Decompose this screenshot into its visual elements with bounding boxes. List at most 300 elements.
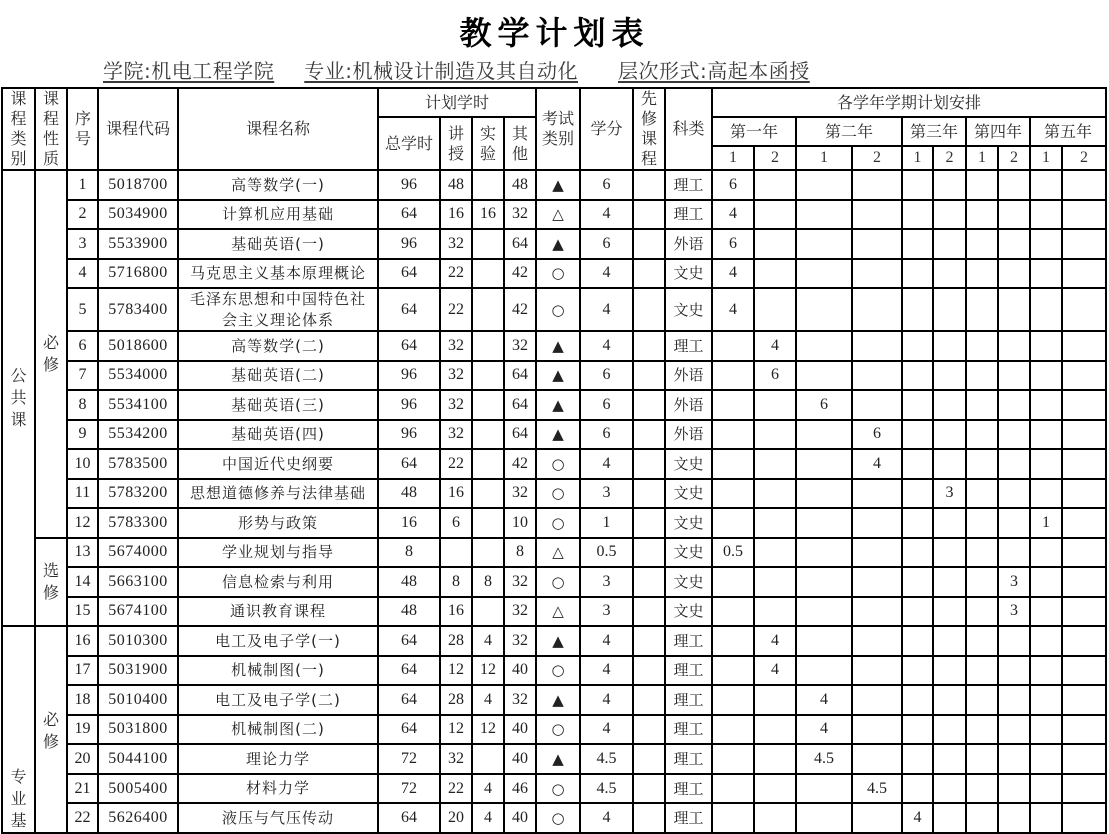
cell-exam: ▲: [536, 626, 580, 656]
cell-schedule-y3-s2: [933, 567, 966, 597]
cell-credits: 4: [580, 656, 633, 686]
cell-seq: 5: [67, 288, 98, 331]
cell-other: 42: [504, 449, 536, 479]
cell-schedule-y1-s1: [712, 508, 754, 538]
cell-schedule-y2-s1: 6: [796, 390, 852, 420]
cell-schedule-y5-s2: [1062, 626, 1106, 656]
course-row: [2, 390, 1106, 420]
cell-schedule-y5-s2: [1062, 508, 1106, 538]
cell-subject: 外语: [665, 390, 712, 420]
cell-schedule-y5-s2: [1062, 538, 1106, 568]
cell-schedule-y5-s1: [1030, 229, 1062, 259]
cell-schedule-y2-s2: [852, 597, 902, 627]
cell-seq: 8: [67, 390, 98, 420]
course-row: [2, 685, 1106, 715]
cell-schedule-y4-s2: [998, 170, 1030, 200]
cell-schedule-y4-s1: [966, 685, 998, 715]
cell-credits: 4: [580, 715, 633, 745]
cell-schedule-y3-s2: [933, 626, 966, 656]
cell-lecture: 22: [440, 449, 472, 479]
cell-schedule-y1-s2: [754, 479, 796, 509]
cell-exam: ▲: [536, 229, 580, 259]
cell-subject: 外语: [665, 420, 712, 450]
course-row: [2, 803, 1106, 833]
cell-total: 64: [378, 288, 440, 331]
cell-schedule-y4-s1: [966, 390, 998, 420]
cell-schedule-y4-s1: [966, 200, 998, 230]
cell-schedule-y1-s2: [754, 774, 796, 804]
cell-other: 32: [504, 200, 536, 230]
cell-lab: [472, 508, 504, 538]
cell-schedule-y2-s1: [796, 508, 852, 538]
cell-schedule-y1-s1: [712, 420, 754, 450]
cell-code: 5783400: [98, 288, 178, 331]
cell-schedule-y3-s2: [933, 715, 966, 745]
header-year-3: 第三年: [902, 117, 966, 146]
cell-schedule-y1-s1: [712, 715, 754, 745]
header-y5-semester-1: 1: [1030, 146, 1062, 170]
cell-schedule-y4-s2: [998, 390, 1030, 420]
cell-schedule-y5-s2: [1062, 774, 1106, 804]
cell-total: 96: [378, 390, 440, 420]
cell-schedule-y3-s2: [933, 685, 966, 715]
cell-schedule-y5-s2: [1062, 259, 1106, 289]
course-nature-cell: 必修: [35, 170, 67, 538]
cell-schedule-y1-s2: [754, 567, 796, 597]
cell-schedule-y5-s1: [1030, 774, 1062, 804]
cell-schedule-y3-s2: [933, 288, 966, 331]
cell-schedule-y5-s1: [1030, 200, 1062, 230]
cell-schedule-y3-s2: [933, 449, 966, 479]
cell-schedule-y4-s2: [998, 420, 1030, 450]
cell-name: 液压与气压传动: [178, 803, 378, 833]
cell-total: 96: [378, 361, 440, 391]
cell-exam: ▲: [536, 685, 580, 715]
cell-prereq: [633, 479, 665, 509]
cell-lecture: 22: [440, 774, 472, 804]
course-row: [2, 626, 1106, 656]
cell-schedule-y1-s2: 4: [754, 656, 796, 686]
cell-schedule-y2-s2: [852, 508, 902, 538]
cell-schedule-y3-s1: [902, 774, 933, 804]
cell-seq: 19: [67, 715, 98, 745]
cell-credits: 6: [580, 420, 633, 450]
cell-schedule-y3-s1: [902, 597, 933, 627]
cell-schedule-y3-s1: [902, 200, 933, 230]
cell-schedule-y3-s1: [902, 567, 933, 597]
cell-total: 64: [378, 626, 440, 656]
cell-schedule-y4-s2: [998, 200, 1030, 230]
cell-schedule-y2-s2: 4.5: [852, 774, 902, 804]
cell-schedule-y4-s1: [966, 774, 998, 804]
course-row: [2, 170, 1106, 200]
cell-code: 5716800: [98, 259, 178, 289]
cell-code: 5674100: [98, 597, 178, 627]
cell-schedule-y2-s1: 4.5: [796, 744, 852, 774]
cell-schedule-y5-s1: [1030, 259, 1062, 289]
cell-subject: 理工: [665, 715, 712, 745]
cell-schedule-y5-s2: [1062, 229, 1106, 259]
cell-total: 72: [378, 774, 440, 804]
cell-schedule-y1-s1: 4: [712, 288, 754, 331]
cell-prereq: [633, 449, 665, 479]
cell-name: 中国近代史纲要: [178, 449, 378, 479]
cell-name: 毛泽东思想和中国特色社会主义理论体系: [178, 288, 378, 331]
cell-schedule-y4-s2: [998, 229, 1030, 259]
cell-schedule-y1-s1: [712, 744, 754, 774]
cell-code: 5783500: [98, 449, 178, 479]
cell-prereq: [633, 390, 665, 420]
cell-schedule-y2-s1: [796, 567, 852, 597]
course-row: [2, 229, 1106, 259]
cell-schedule-y1-s1: 0.5: [712, 538, 754, 568]
cell-schedule-y3-s1: [902, 361, 933, 391]
cell-total: 64: [378, 685, 440, 715]
cell-prereq: [633, 803, 665, 833]
cell-seq: 2: [67, 200, 98, 230]
cell-name: 基础英语(四): [178, 420, 378, 450]
cell-schedule-y1-s2: 6: [754, 361, 796, 391]
cell-schedule-y2-s1: [796, 774, 852, 804]
cell-schedule-y5-s2: [1062, 744, 1106, 774]
cell-schedule-y4-s2: [998, 715, 1030, 745]
cell-subject: 文史: [665, 449, 712, 479]
table-body: [2, 170, 1106, 833]
cell-schedule-y4-s2: [998, 744, 1030, 774]
header-course-code: 课程代码: [98, 88, 178, 170]
cell-name: 通识教育课程: [178, 597, 378, 627]
cell-seq: 16: [67, 626, 98, 656]
cell-schedule-y3-s2: [933, 597, 966, 627]
cell-schedule-y3-s1: [902, 626, 933, 656]
course-row: [2, 288, 1106, 331]
cell-other: 40: [504, 744, 536, 774]
cell-exam: ○: [536, 715, 580, 745]
header-y3-semester-1: 1: [902, 146, 933, 170]
cell-code: 5005400: [98, 774, 178, 804]
header-prerequisite: 先修课程: [633, 88, 665, 170]
cell-lab: [472, 479, 504, 509]
header-subject: 科类: [665, 88, 712, 170]
cell-seq: 9: [67, 420, 98, 450]
cell-other: 64: [504, 390, 536, 420]
cell-prereq: [633, 361, 665, 391]
cell-schedule-y3-s2: [933, 229, 966, 259]
cell-schedule-y1-s1: [712, 567, 754, 597]
cell-schedule-y5-s1: [1030, 538, 1062, 568]
cell-schedule-y4-s2: [998, 656, 1030, 686]
cell-schedule-y3-s1: [902, 390, 933, 420]
cell-prereq: [633, 685, 665, 715]
cell-schedule-y5-s1: [1030, 685, 1062, 715]
table-header: [2, 88, 1106, 170]
cell-name: 电工及电子学(二): [178, 685, 378, 715]
cell-schedule-y5-s1: [1030, 597, 1062, 627]
cell-schedule-y2-s2: [852, 656, 902, 686]
cell-lab: [472, 597, 504, 627]
cell-subject: 文史: [665, 259, 712, 289]
cell-prereq: [633, 774, 665, 804]
cell-credits: 3: [580, 479, 633, 509]
cell-schedule-y2-s1: [796, 200, 852, 230]
cell-schedule-y3-s1: [902, 288, 933, 331]
cell-lecture: 12: [440, 715, 472, 745]
cell-schedule-y4-s2: [998, 288, 1030, 331]
cell-total: 64: [378, 331, 440, 361]
cell-schedule-y2-s2: [852, 567, 902, 597]
cell-schedule-y5-s2: [1062, 420, 1106, 450]
cell-schedule-y1-s2: [754, 259, 796, 289]
course-row: [2, 449, 1106, 479]
cell-schedule-y1-s1: [712, 331, 754, 361]
cell-schedule-y5-s1: [1030, 656, 1062, 686]
cell-lecture: 48: [440, 170, 472, 200]
cell-exam: ▲: [536, 420, 580, 450]
cell-exam: ○: [536, 567, 580, 597]
cell-schedule-y1-s1: 6: [712, 229, 754, 259]
subtitle: [103, 58, 810, 84]
cell-schedule-y4-s2: [998, 803, 1030, 833]
cell-lecture: 28: [440, 626, 472, 656]
cell-schedule-y3-s2: [933, 420, 966, 450]
course-row: [2, 508, 1106, 538]
cell-other: 42: [504, 259, 536, 289]
cell-schedule-y4-s1: [966, 331, 998, 361]
cell-schedule-y3-s1: [902, 479, 933, 509]
cell-prereq: [633, 538, 665, 568]
cell-schedule-y2-s1: [796, 626, 852, 656]
cell-subject: 文史: [665, 567, 712, 597]
cell-seq: 15: [67, 597, 98, 627]
cell-schedule-y2-s2: [852, 479, 902, 509]
cell-exam: ▲: [536, 390, 580, 420]
cell-schedule-y1-s2: [754, 803, 796, 833]
cell-lab: [472, 361, 504, 391]
cell-code: 5031800: [98, 715, 178, 745]
cell-schedule-y3-s2: [933, 170, 966, 200]
cell-seq: 22: [67, 803, 98, 833]
page-title: 教学计划表: [459, 14, 650, 52]
cell-schedule-y1-s2: [754, 715, 796, 745]
cell-schedule-y5-s2: [1062, 331, 1106, 361]
cell-exam: ▲: [536, 170, 580, 200]
cell-schedule-y4-s2: [998, 538, 1030, 568]
cell-subject: 理工: [665, 626, 712, 656]
cell-schedule-y1-s1: [712, 774, 754, 804]
cell-schedule-y5-s2: [1062, 715, 1106, 745]
cell-schedule-y1-s2: [754, 170, 796, 200]
cell-seq: 14: [67, 567, 98, 597]
cell-subject: 理工: [665, 170, 712, 200]
cell-schedule-y1-s2: [754, 200, 796, 230]
cell-schedule-y4-s1: [966, 479, 998, 509]
cell-lecture: 12: [440, 656, 472, 686]
cell-schedule-y2-s1: [796, 449, 852, 479]
cell-schedule-y3-s1: [902, 331, 933, 361]
cell-schedule-y5-s1: [1030, 420, 1062, 450]
cell-schedule-y4-s1: [966, 361, 998, 391]
cell-subject: 理工: [665, 656, 712, 686]
cell-lab: 16: [472, 200, 504, 230]
cell-other: 32: [504, 626, 536, 656]
cell-exam: ○: [536, 508, 580, 538]
header-total-hours: 总学时: [378, 117, 440, 170]
cell-schedule-y1-s2: [754, 420, 796, 450]
cell-schedule-y2-s2: [852, 390, 902, 420]
course-row: [2, 420, 1106, 450]
cell-seq: 21: [67, 774, 98, 804]
cell-exam: ▲: [536, 744, 580, 774]
cell-exam: ○: [536, 449, 580, 479]
cell-prereq: [633, 259, 665, 289]
cell-schedule-y2-s2: [852, 744, 902, 774]
cell-lecture: [440, 538, 472, 568]
cell-credits: 4.5: [580, 774, 633, 804]
cell-total: 96: [378, 420, 440, 450]
cell-credits: 6: [580, 361, 633, 391]
cell-schedule-y1-s1: 6: [712, 170, 754, 200]
cell-seq: 20: [67, 744, 98, 774]
course-category-cell: 公共课: [2, 170, 35, 626]
cell-prereq: [633, 744, 665, 774]
header-y4-semester-1: 1: [966, 146, 998, 170]
cell-schedule-y3-s2: [933, 656, 966, 686]
cell-other: 10: [504, 508, 536, 538]
cell-lecture: 22: [440, 259, 472, 289]
cell-schedule-y2-s1: [796, 259, 852, 289]
cell-subject: 理工: [665, 331, 712, 361]
cell-schedule-y1-s2: [754, 744, 796, 774]
cell-schedule-y4-s2: [998, 685, 1030, 715]
cell-exam: △: [536, 200, 580, 230]
cell-schedule-y4-s1: [966, 715, 998, 745]
cell-schedule-y2-s1: [796, 656, 852, 686]
major-label: 专业:机械设计制造及其自动化: [304, 59, 578, 83]
cell-schedule-y5-s1: [1030, 567, 1062, 597]
cell-lab: [472, 170, 504, 200]
course-row: [2, 744, 1106, 774]
cell-schedule-y1-s1: [712, 803, 754, 833]
header-course-category: 课程类别: [2, 88, 35, 170]
cell-code: 5663100: [98, 567, 178, 597]
cell-exam: ▲: [536, 331, 580, 361]
header-y1-semester-1: 1: [712, 146, 754, 170]
cell-schedule-y1-s1: [712, 597, 754, 627]
cell-schedule-y3-s1: [902, 685, 933, 715]
cell-schedule-y2-s1: [796, 229, 852, 259]
cell-code: 5674000: [98, 538, 178, 568]
cell-total: 64: [378, 200, 440, 230]
cell-lab: 4: [472, 626, 504, 656]
course-category-cell: 专业基: [2, 626, 35, 833]
header-planned-hours: 计划学时: [378, 88, 536, 117]
cell-schedule-y5-s2: [1062, 361, 1106, 391]
cell-code: 5783300: [98, 508, 178, 538]
cell-code: 5044100: [98, 744, 178, 774]
cell-seq: 13: [67, 538, 98, 568]
cell-name: 信息检索与利用: [178, 567, 378, 597]
cell-credits: 3: [580, 597, 633, 627]
cell-schedule-y4-s2: [998, 331, 1030, 361]
cell-code: 5534000: [98, 361, 178, 391]
cell-seq: 18: [67, 685, 98, 715]
cell-code: 5533900: [98, 229, 178, 259]
header-y3-semester-2: 2: [933, 146, 966, 170]
cell-lecture: 32: [440, 744, 472, 774]
cell-schedule-y2-s1: [796, 170, 852, 200]
cell-lab: [472, 229, 504, 259]
cell-name: 电工及电子学(一): [178, 626, 378, 656]
header-lecture: 讲授: [440, 117, 472, 170]
cell-prereq: [633, 288, 665, 331]
cell-schedule-y5-s2: [1062, 567, 1106, 597]
cell-schedule-y5-s1: [1030, 626, 1062, 656]
cell-lab: 4: [472, 803, 504, 833]
cell-schedule-y5-s1: [1030, 361, 1062, 391]
cell-credits: 6: [580, 229, 633, 259]
cell-schedule-y5-s2: [1062, 288, 1106, 331]
cell-prereq: [633, 200, 665, 230]
cell-credits: 4: [580, 259, 633, 289]
cell-schedule-y1-s2: [754, 597, 796, 627]
cell-name: 理论力学: [178, 744, 378, 774]
cell-total: 48: [378, 479, 440, 509]
cell-lecture: 32: [440, 390, 472, 420]
cell-prereq: [633, 170, 665, 200]
cell-schedule-y4-s2: [998, 508, 1030, 538]
cell-other: 32: [504, 479, 536, 509]
cell-schedule-y1-s2: [754, 538, 796, 568]
cell-total: 96: [378, 170, 440, 200]
cell-subject: 文史: [665, 508, 712, 538]
course-row: [2, 538, 1106, 568]
header-year-4: 第四年: [966, 117, 1030, 146]
cell-schedule-y3-s1: [902, 229, 933, 259]
cell-prereq: [633, 508, 665, 538]
cell-lecture: 32: [440, 361, 472, 391]
cell-schedule-y3-s1: [902, 715, 933, 745]
cell-schedule-y4-s1: [966, 597, 998, 627]
cell-lecture: 16: [440, 597, 472, 627]
cell-name: 基础英语(三): [178, 390, 378, 420]
cell-exam: ▲: [536, 361, 580, 391]
cell-other: 42: [504, 288, 536, 331]
cell-prereq: [633, 567, 665, 597]
course-row: [2, 597, 1106, 627]
cell-schedule-y5-s1: [1030, 288, 1062, 331]
cell-schedule-y3-s1: [902, 449, 933, 479]
course-row: [2, 259, 1106, 289]
course-row: [2, 567, 1106, 597]
cell-schedule-y2-s2: [852, 803, 902, 833]
cell-schedule-y2-s2: [852, 685, 902, 715]
cell-other: 64: [504, 361, 536, 391]
cell-credits: 4: [580, 626, 633, 656]
cell-schedule-y4-s1: [966, 259, 998, 289]
cell-prereq: [633, 626, 665, 656]
cell-schedule-y1-s1: [712, 479, 754, 509]
cell-other: 64: [504, 420, 536, 450]
cell-subject: 文史: [665, 479, 712, 509]
cell-schedule-y3-s2: [933, 774, 966, 804]
cell-subject: 文史: [665, 538, 712, 568]
cell-schedule-y4-s2: [998, 626, 1030, 656]
cell-schedule-y4-s1: [966, 567, 998, 597]
cell-schedule-y4-s1: [966, 744, 998, 774]
cell-code: 5010300: [98, 626, 178, 656]
cell-credits: 4: [580, 449, 633, 479]
header-y4-semester-2: 2: [998, 146, 1030, 170]
